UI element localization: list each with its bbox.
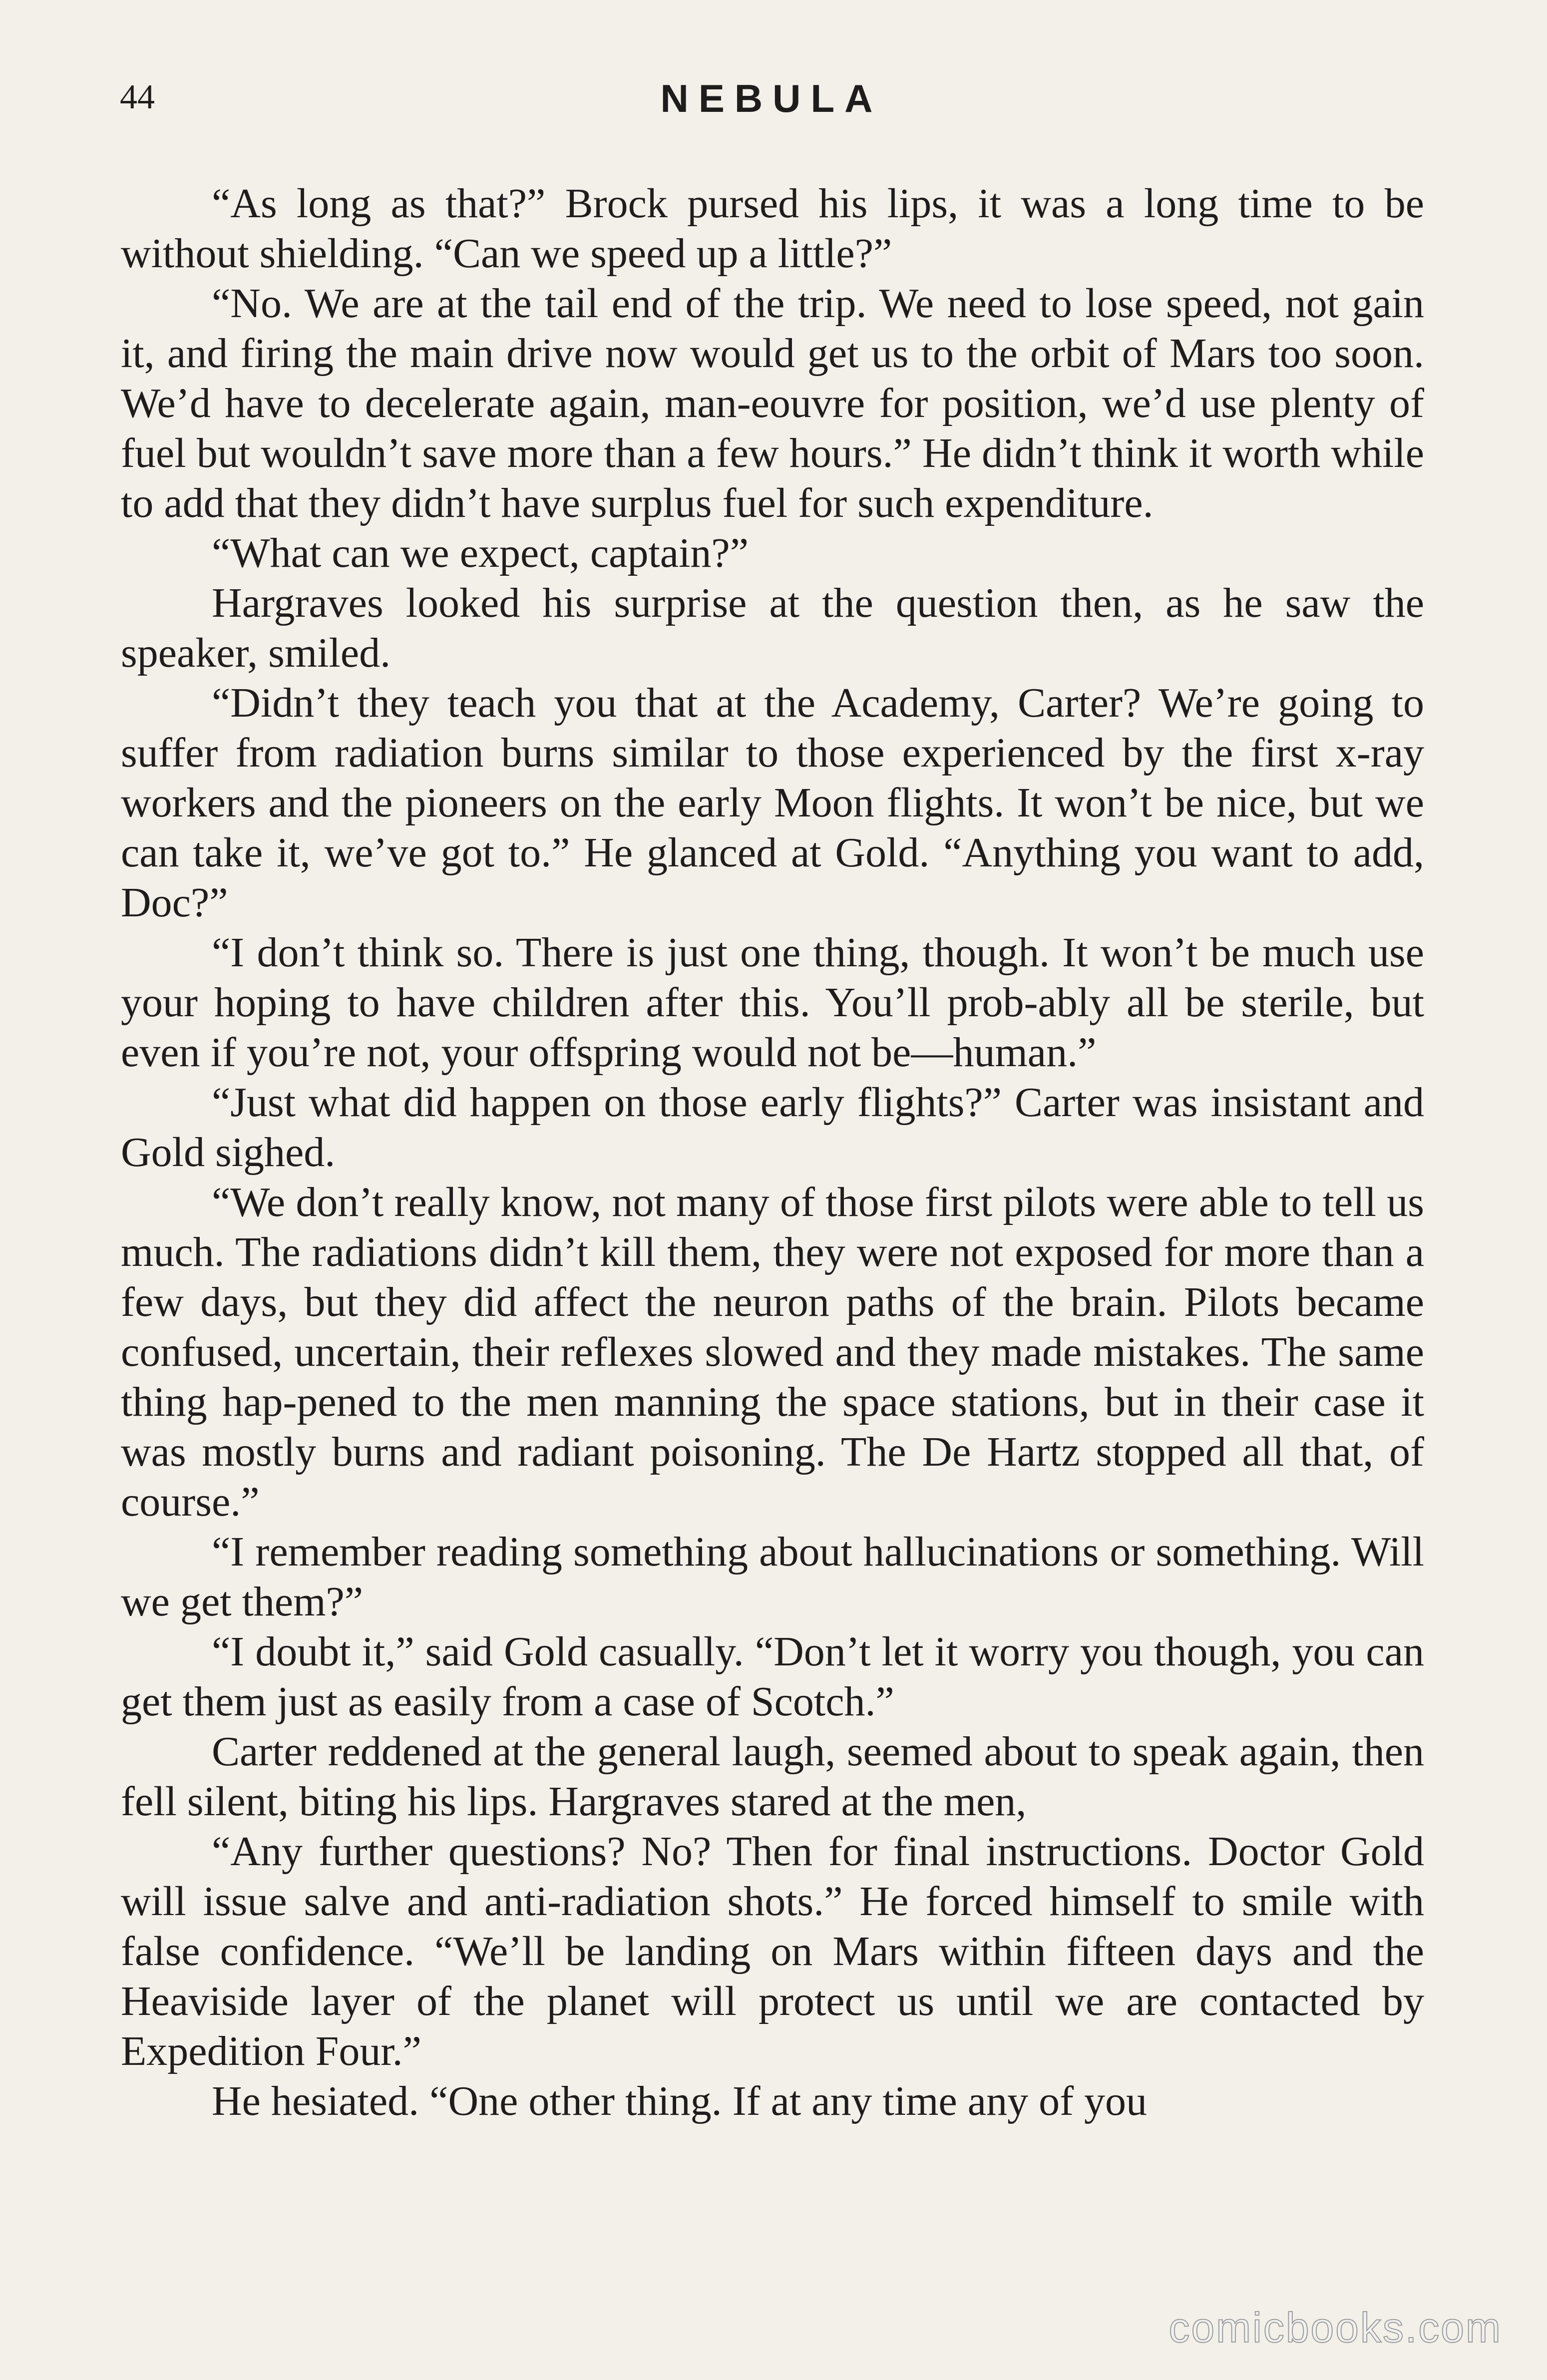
paragraph: “I doubt it,” said Gold casually. “Don’t let it worry you though, you can get them just as easily from a case of Scotch.” [121,1628,1424,1725]
paragraph: “I don’t think so. There is just one thing, though. It won’t be much use your hoping to have children after this. You’ll prob-ably all be sterile, but even if you’re not, your offspring would not be—human.” [121,929,1424,1076]
paragraph: “No. We are at the tail end of the trip. We need to lose speed, not gain it, and firing the main drive now would get us to the orbit of Mars too soon. We’d have to decelerate again, man-eouvre for position, we’d use plenty of fuel but wouldn’t save more than a few hours.” He didn’t think it worth while to add that they didn’t have surplus fuel for such expenditure. [121,280,1424,526]
paragraph: “Any further questions? No? Then for final instructions. Doctor Gold will issue salve and anti-radiation shots.” He forced himself to smile with false confidence. “We’ll be landing on Mars within fifteen days and the Heaviside layer of the planet will protect us until we are contacted by Expedition Four.” [121,1828,1424,2074]
paragraph: Carter reddened at the general laugh, seemed about to speak again, then fell silent, biting his lips. Hargraves stared at the men, [121,1728,1424,1825]
page-number: 44 [120,78,155,116]
paragraph: “Didn’t they teach you that at the Academy, Carter? We’re going to suffer from radiation burns similar to those experienced by the first x-ray workers and the pioneers on the early Moon flights. It won’t be nice, but we can take it, we’ve got to.” He glanced at Gold. “Anything you want to add, Doc?” [121,680,1424,926]
page-header [120,70,1423,125]
paragraph: “As long as that?” Brock pursed his lips, it was a long time to be without shielding. “Can we speed up a little?” [121,180,1424,277]
paragraph: He hesiated. “One other thing. If at any time any of you [212,2078,1148,2124]
story-text [121,179,1424,2276]
paragraph: “I remember reading something about hallucinations or something. Will we get them?” [121,1529,1424,1625]
paragraph: “What can we expect, captain?” [212,530,749,576]
running-title: NEBULA [660,76,883,120]
paragraph: “Just what did happen on those early flights?” Carter was insistant and Gold sighed. [121,1079,1424,1176]
site-watermark: comicbooks.com [1168,2304,1502,2351]
paragraph: “We don’t really know, not many of those first pilots were able to tell us much. The radiations didn’t kill them, they were not exposed for more than a few days, but they did affect the neuron paths of the brain. Pilots became confused, uncertain, their reflexes slowed and they made mistakes. The same thing hap-pened to the men manning the space stations, but in their case it was mostly burns and radiant poisoning. The De Hartz stopped all that, of course.” [121,1179,1424,1525]
paragraph: Hargraves looked his surprise at the question then, as he saw the speaker, smiled. [121,580,1424,676]
